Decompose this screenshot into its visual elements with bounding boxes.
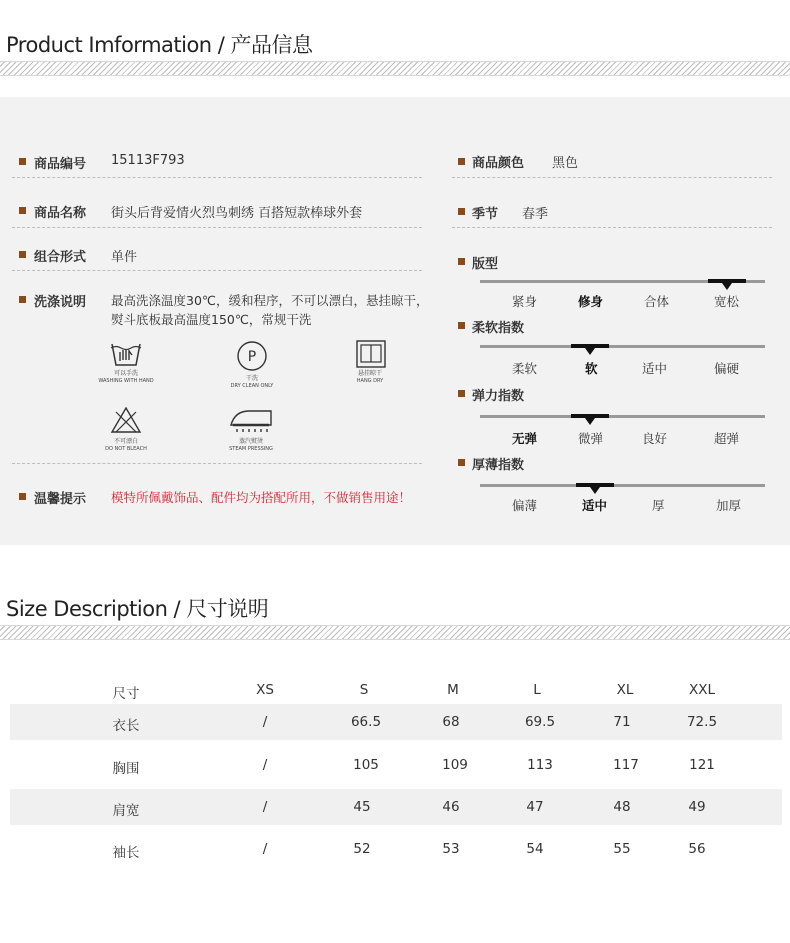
title-divider <box>0 625 790 640</box>
table-cell: 48 <box>613 799 631 815</box>
column-header: L <box>533 682 541 698</box>
row-divider <box>12 227 422 228</box>
row-divider <box>452 177 772 178</box>
softness-scale-label: 柔软指数 <box>472 321 525 336</box>
fit-option: 修身 <box>578 294 604 309</box>
care-caption: 干洗 <box>245 375 258 382</box>
care-caption-en: DO NOT BLEACH <box>105 446 147 452</box>
care-caption: 悬挂晾干 <box>357 370 382 377</box>
table-cell: 47 <box>526 799 544 815</box>
thickness-option: 偏薄 <box>512 498 538 513</box>
table-cell: 69.5 <box>524 714 556 730</box>
table-cell: 54 <box>526 841 544 857</box>
title-divider <box>0 61 790 76</box>
table-cell: / <box>262 757 268 773</box>
table-row <box>10 831 782 867</box>
table-row <box>10 704 782 740</box>
row-divider <box>12 177 422 178</box>
column-header: XXL <box>688 682 716 698</box>
no-bleach-icon <box>110 406 142 434</box>
color-label: 商品颜色 <box>472 156 525 171</box>
thickness-scale-track <box>480 484 765 487</box>
bullet-icon <box>458 322 465 329</box>
row-label: 肩宽 <box>112 803 140 819</box>
season-label: 季节 <box>472 207 499 222</box>
table-cell: 109 <box>442 757 468 773</box>
softness-option: 适中 <box>642 361 668 376</box>
thickness-option: 适中 <box>582 498 608 513</box>
row-label: 胸围 <box>112 761 140 777</box>
table-cell: 113 <box>527 757 553 773</box>
table-cell: 45 <box>353 799 371 815</box>
table-cell: 68 <box>442 714 460 730</box>
elasticity-scale-label: 弹力指数 <box>472 389 525 404</box>
elasticity-scale-pointer-icon <box>585 418 595 425</box>
season-value: 春季 <box>522 207 549 222</box>
row-divider <box>12 270 422 271</box>
fit-option: 合体 <box>644 294 670 309</box>
washing-text-line1: 最高洗涤温度30℃，缓和程序，不可以漂白，悬挂晾干， <box>111 293 429 308</box>
dry-clean-glyph: P <box>247 349 257 365</box>
product-info-title: Product Imformation / 产品信息 <box>6 33 313 57</box>
care-caption-en: STEAM PRESSING <box>229 446 273 452</box>
care-caption: 蒸汽熨烫 <box>238 438 263 445</box>
row-divider <box>12 463 422 464</box>
product-name-label: 商品名称 <box>34 206 87 221</box>
table-cell: 53 <box>442 841 460 857</box>
table-cell: 52 <box>353 841 371 857</box>
bullet-icon <box>458 208 465 215</box>
column-header: S <box>359 682 369 698</box>
product-name-value: 街头后背爱情火烈鸟刺绣 百搭短款棒球外套 <box>111 206 363 221</box>
elasticity-option: 微弹 <box>578 431 604 446</box>
combination-label: 组合形式 <box>34 250 87 265</box>
table-cell: 71 <box>613 714 631 730</box>
softness-scale-pointer-icon <box>585 348 595 355</box>
combination-value: 单件 <box>111 250 138 265</box>
table-cell: 121 <box>689 757 715 773</box>
table-cell: / <box>262 841 268 857</box>
product-info-panel <box>0 97 790 545</box>
row-divider <box>452 227 772 228</box>
hang-dry-icon <box>356 340 386 368</box>
size-section-title: Size Description / 尺寸说明 <box>6 597 269 621</box>
care-caption: 不可漂白 <box>113 438 138 445</box>
table-cell: / <box>262 799 268 815</box>
bullet-icon <box>19 493 26 500</box>
row-label: 袖长 <box>112 845 140 861</box>
dry-clean-icon <box>236 340 268 372</box>
thickness-option: 厚 <box>652 498 665 513</box>
thickness-scale-label: 厚薄指数 <box>472 458 525 473</box>
bullet-icon <box>19 296 26 303</box>
table-row <box>10 747 782 783</box>
bullet-icon <box>458 459 465 466</box>
thickness-scale-pointer-icon <box>590 487 600 494</box>
table-cell: 66.5 <box>350 714 382 730</box>
washing-text-line2: 熨斗底板最高温度150℃，常规干洗 <box>111 312 312 327</box>
bullet-icon <box>458 390 465 397</box>
table-cell: 72.5 <box>686 714 718 730</box>
washing-label: 洗涤说明 <box>34 295 87 310</box>
row-label: 衣长 <box>112 718 140 734</box>
elasticity-option: 超弹 <box>714 431 740 446</box>
softness-scale-track <box>480 345 765 348</box>
hand-wash-icon <box>110 341 142 368</box>
column-header: 尺寸 <box>112 686 140 702</box>
product-code-label: 商品编号 <box>34 157 87 172</box>
bullet-icon <box>19 207 26 214</box>
fit-option: 宽松 <box>714 294 740 309</box>
care-caption-en: DRY CLEAN ONLY <box>230 383 274 389</box>
softness-option: 软 <box>585 361 598 376</box>
column-header: XS <box>256 682 274 698</box>
care-caption-en: HANG DRY <box>356 378 384 384</box>
color-value: 黑色 <box>552 156 579 171</box>
table-cell: / <box>262 714 268 730</box>
table-cell: 117 <box>613 757 639 773</box>
steam-iron-icon <box>229 409 273 433</box>
bullet-icon <box>458 158 465 165</box>
bullet-icon <box>19 251 26 258</box>
column-header: M <box>447 682 459 698</box>
table-row <box>10 789 782 825</box>
care-caption: 可以手洗 <box>113 370 138 377</box>
elasticity-scale-track <box>480 415 765 418</box>
softness-option: 柔软 <box>512 361 538 376</box>
table-cell: 55 <box>613 841 631 857</box>
table-cell: 105 <box>353 757 379 773</box>
fit-option: 紧身 <box>512 294 538 309</box>
thickness-option: 加厚 <box>716 498 742 513</box>
table-cell: 56 <box>688 841 706 857</box>
notice-label: 温馨提示 <box>34 492 87 507</box>
softness-option: 偏硬 <box>714 361 740 376</box>
fit-scale-label: 版型 <box>472 257 499 272</box>
care-caption-en: WASHING WITH HAND <box>98 378 154 384</box>
elasticity-option: 良好 <box>642 431 668 446</box>
table-cell: 46 <box>442 799 460 815</box>
elasticity-option: 无弹 <box>512 431 538 446</box>
column-header: XL <box>616 682 634 698</box>
bullet-icon <box>19 158 26 165</box>
fit-scale-pointer-icon <box>722 283 732 290</box>
notice-value: 模特所佩戴饰品、配件均为搭配所用，不做销售用途！ <box>111 490 412 505</box>
table-cell: 49 <box>688 799 706 815</box>
product-code-value: 15113F793 <box>111 153 185 168</box>
bullet-icon <box>458 258 465 265</box>
